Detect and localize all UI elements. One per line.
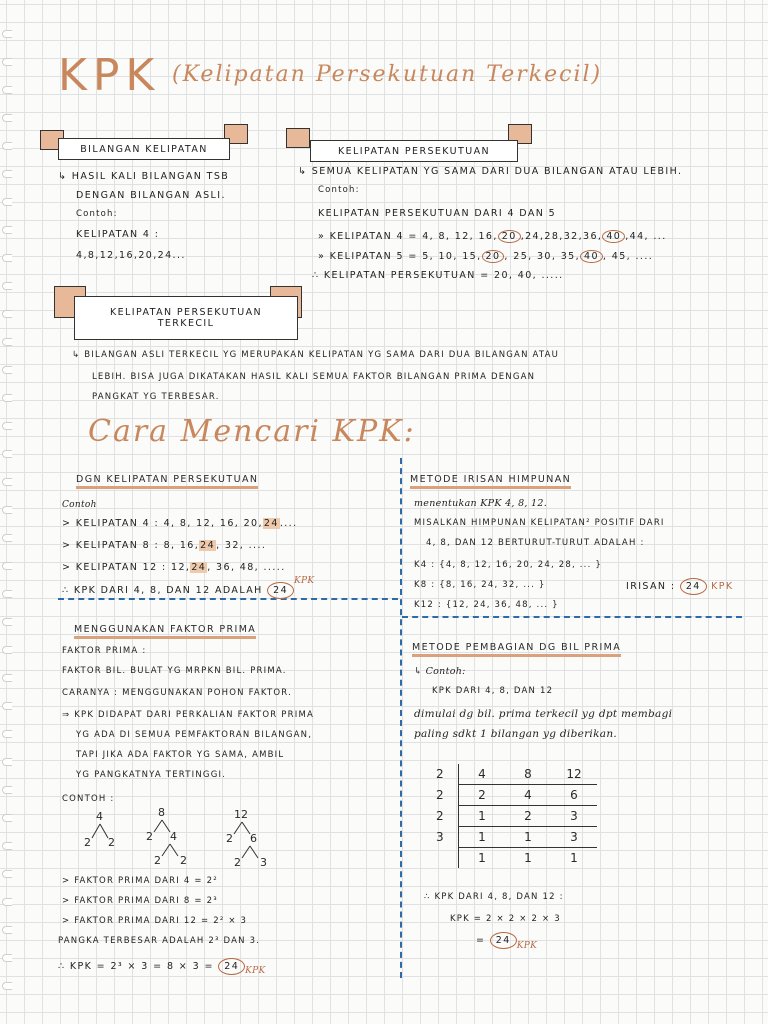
division-cell: 8 [505,764,551,785]
binder-ring [2,842,12,850]
answer-circle: 24 [490,932,517,949]
binder-ring [2,58,12,66]
pembagian-contoh: ↳ Contoh: [414,666,466,677]
divisor-cell: 2 [436,767,444,782]
binder-ring [2,590,12,598]
highlighted-value: 24 [191,562,207,573]
kelipatan-label: KELIPATAN 4 : [76,229,160,240]
binder-ring [2,198,12,206]
pembagian-l3: paling sdkt 1 bilangan yg diberikan. [414,728,618,740]
division-row [436,764,597,785]
division-cell: 2 [459,785,506,806]
faktor-l3: CARANYA : MENGGUNAKAN POHON FAKTOR. [62,688,293,698]
answer-circle: 24 [680,578,707,595]
irisan-result: IRISAN : 24 KPK [626,578,734,595]
cara-heading: Cara Mencari KPK: [88,414,416,449]
binder-ring [2,898,12,906]
factor-tree-12: 12 2 6 2 3 [226,808,267,869]
binder-ring [2,814,12,822]
divisor-cell: 3 [436,830,444,844]
faktor-pangkat: PANGKA TERBESAR ADALAH 2³ DAN 3. [58,936,261,946]
division-row [436,827,597,848]
faktor-l6: TAPI JIKA ADA FAKTOR YG SAMA, AMBIL [76,750,285,760]
binder-ring [2,422,12,430]
division-row [436,806,597,827]
irisan-k4: K4 : {4, 8, 12, 16, 20, 24, 28, ... } [414,560,602,570]
answer-circle: 24 [218,958,245,975]
binder-ring [2,366,12,374]
division-cell: 1 [459,827,506,848]
binder-ring [2,786,12,794]
division-row [436,785,597,806]
division-cell: 4 [459,764,506,785]
division-cell: 6 [551,785,597,806]
divisor-cell [436,848,459,869]
heading-dgn-kelipatan: DGN KELIPATAN PERSEKUTUAN [76,474,258,489]
binder-ring [2,478,12,486]
dgn-row-4: > KELIPATAN 4 : 4, 8, 12, 16, 20,24.... [62,518,298,529]
binder-ring [2,870,12,878]
binder-ring [2,730,12,738]
kpk-def-line-2: LEBIH. BISA JUGA DIKATAKAN HASIL KALI SEMUA FAKTOR BILANGAN PRIMA DENGAN [92,372,536,382]
highlighted-value: 24 [263,518,279,529]
binder-ring [2,954,12,962]
faktor-l5: YG ADA DI SEMUA PEMFAKTORAN BILANGAN, [76,730,313,740]
kelipatan-def-2: DENGAN BILANGAN ASLI. [76,190,226,201]
pembagian-l1: KPK DARI 4, 8, DAN 12 [432,686,554,696]
persekutuan-row-5: » KELIPATAN 5 = 5, 10, 15, 20 , 25, 30, 35, 40 , 45, .... [318,251,654,262]
page-subtitle: (Kelipatan Persekutuan Terkecil) [172,62,603,87]
binder-ring [2,646,12,654]
kpk-tag: KPK [711,581,734,592]
binder-ring [2,170,12,178]
binder-ring [2,758,12,766]
division-cell: 2 [505,806,551,827]
kelipatan-values: 4,8,12,16,20,24... [76,250,186,261]
vertical-divider [400,458,402,978]
faktor-l1: FAKTOR PRIMA : [62,646,147,656]
circled-value: 40 [602,230,625,243]
irisan-line-1: menentukan KPK 4, 8, 12. [414,498,548,509]
binder-ring [2,506,12,514]
binder-ring [2,114,12,122]
kpk-tag: KPK [516,941,538,951]
kpk-tag: KPK [245,966,266,976]
division-cell: 1 [459,848,506,869]
binder-ring [2,534,12,542]
division-cell: 4 [505,785,551,806]
binder-ring [2,926,12,934]
fp-12: > FAKTOR PRIMA DARI 12 = 2² × 3 [62,916,248,926]
binder-ring [2,982,12,990]
persekutuan-intro: KELIPATAN PERSEKUTUAN DARI 4 DAN 5 [318,208,557,219]
banner-kpk-line-1: KELIPATAN PERSEKUTUAN [110,307,262,318]
division-row [436,848,597,869]
binder-edge [0,0,14,1024]
kpk-tag: KPK [294,576,315,586]
binder-ring [2,254,12,262]
binder-ring [2,30,12,38]
circled-value: 20 [482,250,505,263]
persekutuan-def: ↳ SEMUA KELIPATAN YG SAMA DARI DUA BILANGAN ATAU LEBIH. [298,166,683,177]
division-cell: 1 [505,827,551,848]
division-table [436,764,597,868]
binder-ring [2,394,12,402]
page-title: KPK [58,50,161,101]
dgn-row-8: > KELIPATAN 8 : 8, 16,24, 32, .... [62,540,267,551]
binder-ring [2,310,12,318]
fp-4: > FAKTOR PRIMA DARI 4 = 2² [62,876,218,886]
pembagian-answer: = 24 KPK [476,932,537,949]
kpk-def-line-1: ↳ BILANGAN ASLI TERKECIL YG MERUPAKAN KELIPATAN YG SAMA DARI DUA BILANGAN ATAU [72,350,560,360]
kpk-def-line-3: PANGKAT YG TERBESAR. [92,392,220,402]
circled-value: 40 [580,250,603,263]
binder-ring [2,562,12,570]
dgn-row-12: > KELIPATAN 12 : 12,24, 36, 48, ..... [62,562,286,573]
kelipatan-contoh: Contoh: [76,209,118,219]
division-cell: 1 [459,806,506,827]
division-cell: 3 [551,827,597,848]
highlighted-value: 24 [200,540,216,551]
binder-ring [2,338,12,346]
horizontal-divider-right [402,616,742,618]
heading-irisan: METODE IRISAN HIMPUNAN [410,474,571,489]
answer-circle: 24 [267,582,294,599]
irisan-k8: K8 : {8, 16, 24, 32, ... } [414,580,546,590]
irisan-line-2: MISALKAN HIMPUNAN KELIPATAN² POSITIF DARI [414,518,665,528]
dgn-contoh: Contoh [62,500,97,510]
binder-ring [2,226,12,234]
heading-pembagian: METODE PEMBAGIAN DG BIL PRIMA [412,642,621,657]
binder-ring [2,282,12,290]
binder-ring [2,450,12,458]
divisor-cell: 2 [436,788,444,802]
factor-tree-4: 4 2 2 [84,810,115,849]
division-cell: 3 [551,806,597,827]
pembagian-result-1: ∴ KPK DARI 4, 8, DAN 12 : [424,892,564,902]
faktor-contoh: CONTOH : [62,794,115,804]
persekutuan-contoh: Contoh: [318,185,360,195]
binder-ring [2,674,12,682]
persekutuan-row-4: » KELIPATAN 4 = 4, 8, 12, 16, 20 ,24,28,32,36, 40 ,44, ... [318,231,667,242]
divisor-cell: 2 [436,809,444,823]
pembagian-l2: dimulai dg bil. prima terkecil yg dpt membagi [414,708,673,720]
irisan-k12: K12 : {12, 24, 36, 48, ... } [414,600,559,610]
binder-ring [2,142,12,150]
binder-ring [2,618,12,626]
faktor-l2: FAKTOR BIL. BULAT YG MRPKN BIL. PRIMA. [62,666,287,676]
faktor-result: ∴ KPK = 2³ × 3 = 8 × 3 = 24 KPK [58,958,266,975]
division-cell: 12 [551,764,597,785]
factor-tree-8: 8 2 4 2 2 [146,806,187,867]
fp-8: > FAKTOR PRIMA DARI 8 = 2³ [62,896,218,906]
kelipatan-def-1: ↳ HASIL KALI BILANGAN TSB [58,171,230,182]
persekutuan-result: ∴ KELIPATAN PERSEKUTUAN = 20, 40, ..... [312,270,564,281]
dgn-result: ∴ KPK DARI 4, 8, DAN 12 ADALAH 24KPK [62,582,314,599]
pembagian-result-2: KPK = 2 × 2 × 2 × 3 [450,914,561,924]
binder-ring [2,702,12,710]
division-cell: 1 [570,851,578,865]
division-cell: 1 [524,851,532,865]
irisan-line-3: 4, 8, DAN 12 BERTURUT-TURUT ADALAH : [426,538,645,548]
heading-faktor-prima: MENGGUNAKAN FAKTOR PRIMA [74,624,256,639]
faktor-l7: YG PANGKATNYA TERTINGGI. [76,770,227,780]
banner-kpk-line-2: TERKECIL [157,318,215,329]
circled-value: 20 [498,230,521,243]
binder-ring [2,86,12,94]
faktor-l4: ⇒ KPK DIDAPAT DARI PERKALIAN FAKTOR PRIMA [62,710,314,720]
